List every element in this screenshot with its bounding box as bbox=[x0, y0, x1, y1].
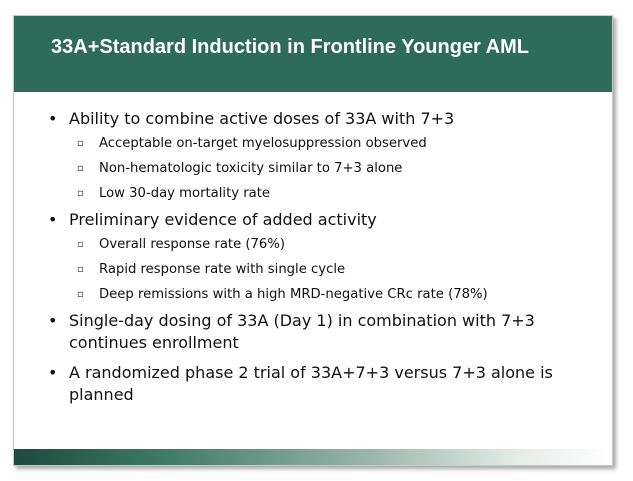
sub-bullet-list bbox=[44, 134, 599, 203]
sub-bullet-list bbox=[44, 235, 599, 304]
sub-bullet-item bbox=[44, 235, 599, 254]
sub-bullet-item bbox=[44, 159, 599, 178]
bullet-text: Preliminary evidence of added activity bbox=[69, 210, 377, 229]
bullet-item bbox=[44, 209, 599, 231]
slide bbox=[13, 15, 613, 466]
sub-bullet-text: Low 30-day mortality rate bbox=[99, 186, 271, 201]
sub-bullet-square-icon: ▫ bbox=[77, 163, 84, 174]
bullet-dot-icon: • bbox=[48, 210, 58, 229]
sub-bullet-text: Non-hematologic toxicity similar to 7+3 alone bbox=[99, 161, 403, 176]
bullet-text: Ability to combine active doses of 33A with 7+3 bbox=[69, 109, 455, 128]
sub-bullet-item bbox=[44, 134, 599, 153]
sub-bullet-square-icon: ▫ bbox=[77, 289, 84, 300]
bullet-item bbox=[44, 362, 599, 406]
sub-bullet-item bbox=[44, 260, 599, 279]
bullet-dot-icon: • bbox=[48, 311, 58, 330]
title-bar bbox=[14, 16, 612, 92]
footer-gradient-bar bbox=[14, 449, 612, 465]
sub-bullet-text: Overall response rate (76%) bbox=[99, 237, 285, 252]
sub-bullet-text: Acceptable on-target myelosuppression observed bbox=[99, 136, 427, 151]
sub-bullet-square-icon: ▫ bbox=[77, 138, 84, 149]
bullet-dot-icon: • bbox=[48, 109, 58, 128]
sub-bullet-text: Rapid response rate with single cycle bbox=[99, 262, 346, 277]
sub-bullet-item bbox=[44, 184, 599, 203]
slide-title: 33A+Standard Induction in Frontline Younger AML bbox=[51, 36, 529, 58]
bullet-item bbox=[44, 108, 599, 130]
sub-bullet-square-icon: ▫ bbox=[77, 264, 84, 275]
sub-bullet-square-icon: ▫ bbox=[77, 239, 84, 250]
bullet-dot-icon: • bbox=[48, 363, 58, 382]
bullet-list bbox=[44, 108, 599, 410]
bullet-text: Single-day dosing of 33A (Day 1) in combination with 7+3 continues enrollment bbox=[69, 311, 535, 352]
sub-bullet-square-icon: ▫ bbox=[77, 188, 84, 199]
bullet-text: A randomized phase 2 trial of 33A+7+3 versus 7+3 alone is planned bbox=[69, 363, 553, 404]
sub-bullet-item bbox=[44, 285, 599, 304]
bullet-item bbox=[44, 310, 599, 354]
sub-bullet-text: Deep remissions with a high MRD-negative CRc rate (78%) bbox=[99, 287, 488, 302]
